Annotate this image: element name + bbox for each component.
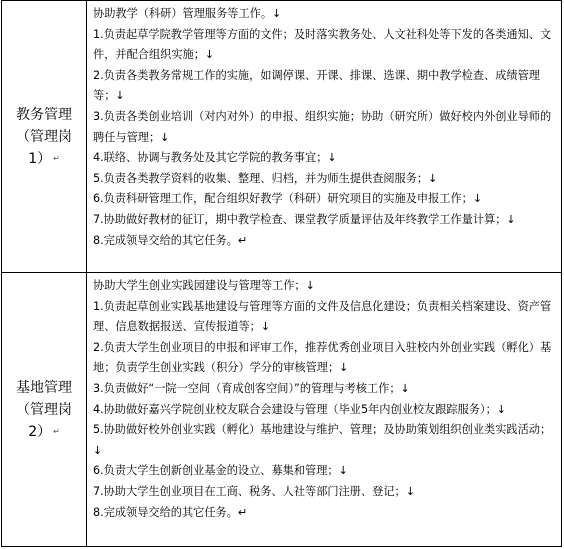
paragraph-mark: ↵: [53, 153, 60, 163]
job-duties-table: [1, 0, 562, 547]
duty-line: 7.协助大学生创业项目在工商、税务、人社等部门注册、登记；↓: [93, 484, 416, 498]
role-label: [12, 104, 76, 170]
role-line: （管理岗: [16, 128, 72, 145]
role-line: [16, 421, 72, 443]
duty-line: 1.负责起草创业实践基地建设与管理等方面的文件及信息化建设；负责相关档案建设、资产管理、信息数据报送、宣传报道等；↓: [93, 299, 552, 334]
role-line: 基地管理: [16, 379, 72, 396]
table-row: [2, 273, 562, 547]
role-line: [16, 148, 72, 170]
duty-line: 协助大学生创业实践园建设与管理等工作；↓: [93, 279, 315, 292]
duty-line: 8.完成领导交给的其它任务。↵: [93, 233, 248, 247]
duty-line: 5.负责各类教学资料的收集、整理、归档，并为师生提供查阅服务；↓: [93, 171, 438, 185]
duty-line: 2.负责大学生创业项目的申报和评审工作，推荐优秀创业项目入驻校内外创业实践（孵化）基地；负责学生创业实践（积分）学分的审核管理；↓: [93, 340, 552, 375]
duty-line: 8.完成领导交给的其它任务。↵: [93, 505, 248, 519]
role-line: 教务管理: [16, 106, 72, 123]
duty-line: 3.负责做好“一院一空间（育成创客空间）”的管理与考核工作；↓: [93, 381, 410, 395]
role-cell: [2, 273, 87, 547]
duty-line: 7.协助做好教材的征订，期中教学检查、课堂教学质量评估及年终教学工作量计算；↓: [93, 212, 516, 226]
duty-line: 5.协助做好校外创业实践（孵化）基地建设与维护、管理；及协助策划组织创业类实践活动；↓: [93, 423, 552, 457]
duty-line: 6.负责科研管理工作，配合组织好教学（科研）研究项目的实施及申报工作；↓: [93, 192, 483, 206]
role-line-text: 1）: [28, 150, 52, 167]
duties-cell: [87, 1, 562, 273]
paragraph-mark: ↵: [53, 426, 60, 436]
duty-line: 4.联络、协调与教务处及其它学院的教务事宜；↓: [93, 151, 337, 165]
role-label: [12, 377, 76, 443]
duty-line: 3.负责各类创业培训（对内对外）的申报、组织实施；协助（研究所）做好校内外创业导师的聘任与管理；↓: [93, 109, 552, 144]
duty-line: 1.负责起草学院教学管理等方面的文件；及时落实教务处、人文社科处等下发的各类通知、文件，并配合组织实施；↓: [93, 27, 552, 62]
duties-cell: [87, 273, 562, 547]
duty-line: 6.负责大学生创新创业基金的设立、募集和管理；↓: [93, 464, 348, 478]
table-row: [2, 1, 562, 273]
role-cell: [2, 1, 87, 273]
duty-line: 4.协助做好嘉兴学院创业校友联合会建设与管理（毕业5年内创业校友跟踪服务）；↓: [93, 402, 507, 416]
duty-line: 2.负责各类教务常规工作的实施，如调停课、开课、排课、选课、期中教学检查、成绩管理等；↓: [93, 68, 540, 103]
role-line: （管理岗: [16, 401, 72, 418]
duty-line: 协助教学（科研）管理服务等工作。↓: [93, 7, 282, 20]
role-line-text: 2）: [28, 423, 52, 440]
